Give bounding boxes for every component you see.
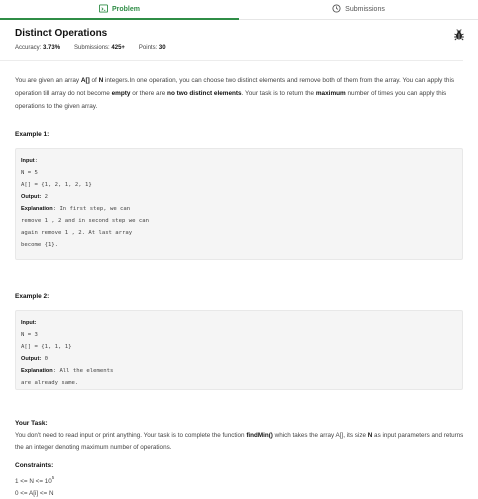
your-task-text: You don't need to read input or print anything. Your task is to complete the function findMin() which takes the array A[], its size N as input parameters and returns the an integer denoting maximum number of operations. <box>15 432 464 451</box>
your-task-heading: Your Task: <box>15 420 48 427</box>
problem-title: Distinct Operations <box>15 28 108 39</box>
problem-statement: You are given an array A[] of N integers.In one operation, you can choose two distinct elements and remove both of them from the array. You can apply this operation till array do not become empty or there are no two distinct elements. Your task is to return the maximum number of times you can apply this operations to the given array. <box>15 77 455 110</box>
divider <box>0 60 463 61</box>
tab-submissions[interactable] <box>239 0 478 19</box>
example-1-title: Example 1: <box>15 131 50 138</box>
code-icon <box>99 4 108 15</box>
points-stat: Points: 30 <box>138 45 166 51</box>
clock-icon <box>332 4 341 15</box>
problem-meta <box>15 45 465 51</box>
problem-content <box>15 28 465 499</box>
tab-bar <box>0 0 478 20</box>
example-2-array: A[] = {1, 1, 1} <box>21 344 72 350</box>
constraint-1: $1 <= N <= 10^5$ <box>15 475 55 485</box>
example-1-n: N = 5 <box>21 170 38 176</box>
accuracy-stat: Accuracy: 3.73% <box>15 45 61 51</box>
example-2-title: Example 2: <box>15 293 50 300</box>
example-2-box: Input: N = 3 A[] = {1, 1, 1} Output: 0 Explanation: All the elements are already same. <box>15 310 463 390</box>
output-label: Output: <box>21 194 42 200</box>
explanation-label: Explanation <box>21 206 53 212</box>
constraints-section <box>15 460 465 499</box>
example-2-n: N = 3 <box>21 332 38 338</box>
constraints-heading: Constraints: <box>15 462 54 469</box>
input-label: Input: <box>21 320 37 326</box>
input-label: Input <box>21 158 35 164</box>
bug-icon[interactable] <box>453 28 465 40</box>
tab-problem[interactable] <box>0 0 239 19</box>
tab-submissions-label: Submissions <box>345 6 385 13</box>
your-task-section <box>15 418 465 454</box>
explanation-label: Explanation <box>21 368 53 374</box>
example-1-box: Input: N = 5 A[] = {1, 2, 1, 2, 1} Output: 2 Explanation: In first step, we can remove 1 , 2 and in second step we can again remove 1 , 2. At last array become {1}. <box>15 148 463 260</box>
output-label: Output: <box>21 356 42 362</box>
submissions-stat: Submissions: 425+ <box>74 45 125 51</box>
constraint-2: 0 <= A[i] <= N <box>15 490 54 497</box>
tab-problem-label: Problem <box>111 6 140 13</box>
example-1-array: A[] = {1, 2, 1, 2, 1} <box>21 182 92 188</box>
